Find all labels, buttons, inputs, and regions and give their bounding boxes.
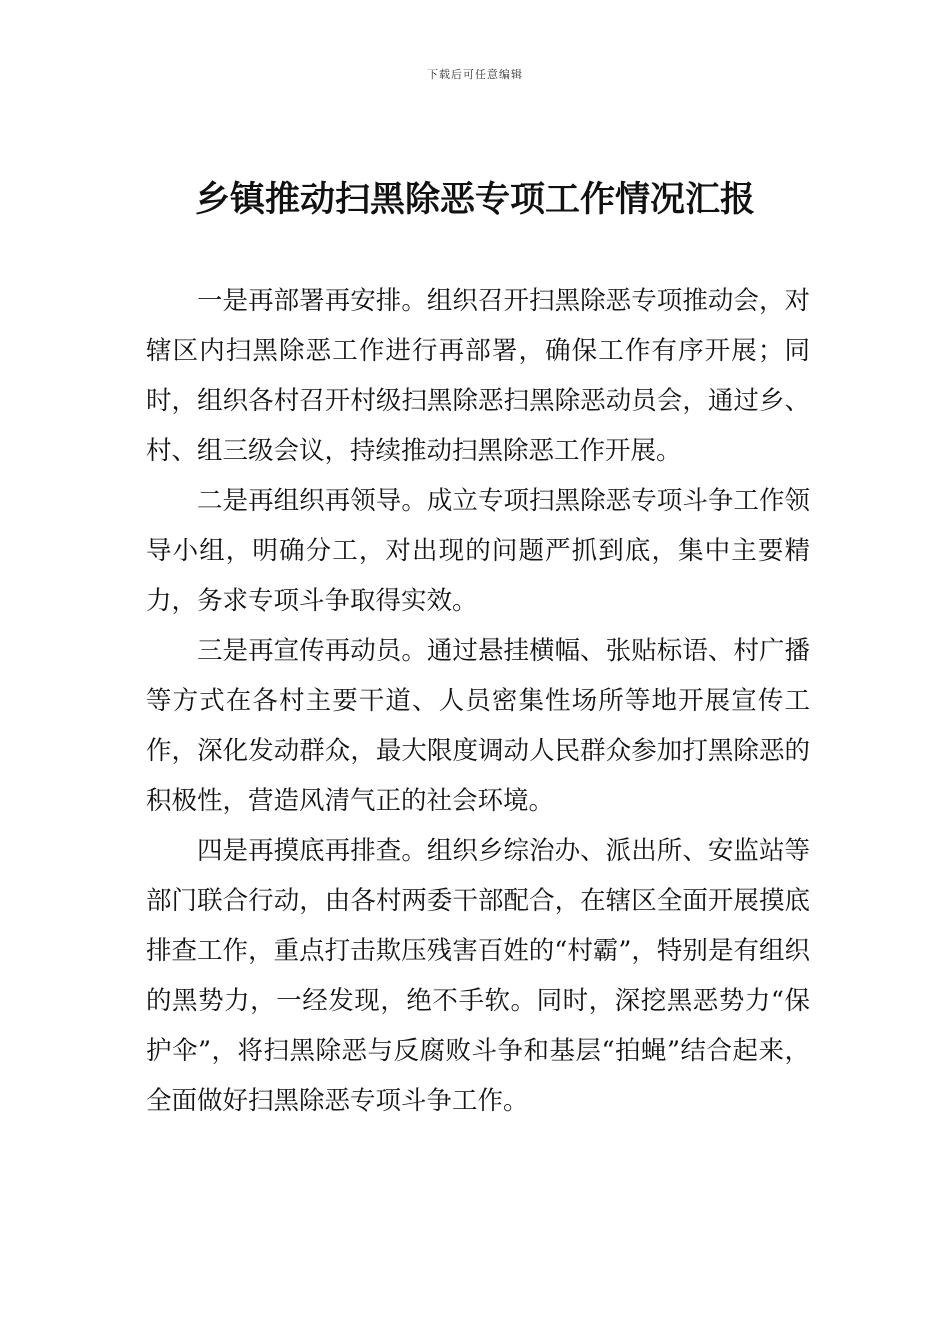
paragraph-1: 一是再部署再安排。组织召开扫黑除恶专项推动会，对辖区内扫黑除恶工作进行再部署，确保工作有序开展；同时，组织各村召开村级扫黑除恶扫黑除恶动员会，通过乡、村、组三级会议，持续推动扫黑除恶工作开展。 bbox=[146, 286, 810, 466]
header-note: 下载后可任意编辑 bbox=[427, 68, 523, 81]
paragraph-4: 四是再摸底再排查。组织乡综治办、派出所、安监站等部门联合行动，由各村两委干部配合，在辖区全面开展摸底排查工作，重点打击欺压残害百姓的“村霸”，特别是有组织的黑势力，一经发现，绝不手软。同时，深挖黑恶势力“保护伞”，将扫黑除恶与反腐败斗争和基层“拍蝇”结合起来，全面做好扫黑除恶专项斗争工作。 bbox=[146, 836, 810, 1116]
paragraph-3: 三是再宣传再动员。通过悬挂横幅、张贴标语、村广播等方式在各村主要干道、人员密集性场所等地开展宣传工作，深化发动群众，最大限度调动人民群众参加打黑除恶的积极性，营造风清气正的社会环境。 bbox=[146, 636, 810, 816]
document-body bbox=[146, 276, 810, 1126]
document-title: 乡镇推动扫黑除恶专项工作情况汇报 bbox=[194, 180, 755, 220]
paragraph-2: 二是再组织再领导。成立专项扫黑除恶专项斗争工作领导小组，明确分工，对出现的问题严抓到底，集中主要精力，务求专项斗争取得实效。 bbox=[146, 486, 810, 616]
